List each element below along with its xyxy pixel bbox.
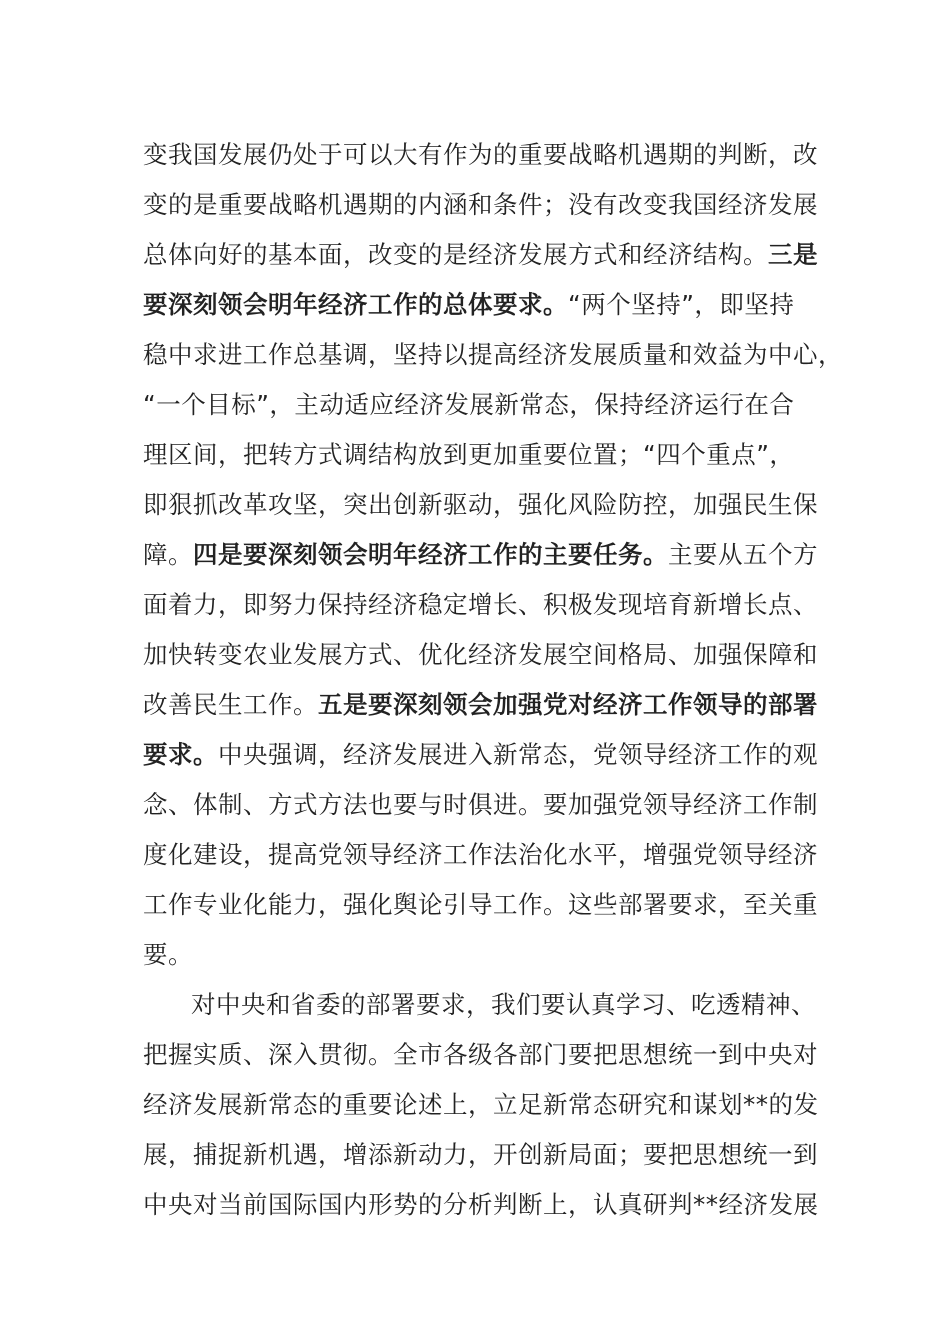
paragraph-line (143, 730, 818, 780)
paragraph-line: 经济发展新常态的重要论述上，立足新常态研究和谋划**的发 (143, 1090, 819, 1119)
paragraph-line: 度化建设，提高党领导经济工作法治化水平，增强党领导经济 (143, 840, 818, 869)
paragraph-line: 面着力，即努力保持经济稳定增长、积极发现培育新增长点、 (143, 590, 818, 619)
paragraph-line: 变的是重要战略机遇期的内涵和条件；没有改变我国经济发展 (143, 190, 818, 219)
paragraph-line: 稳中求进工作总基调，坚持以提高经济发展质量和效益为中心， (143, 340, 843, 369)
text-run: 改善民生工作。 (143, 690, 318, 719)
text-run: 主要从五个方 (668, 540, 818, 569)
bold-heading-run: 三是 (768, 240, 818, 269)
paragraph-line: 要。 (143, 940, 193, 969)
paragraph-line: 把握实质、深入贯彻。全市各级各部门要把思想统一到中央对 (143, 1040, 818, 1069)
paragraph-line: 理区间，把转方式调结构放到更加重要位置；“四个重点”， (143, 440, 795, 469)
paragraph-line: 中央对当前国际国内形势的分析判断上，认真研判**经济发展 (143, 1190, 819, 1219)
bold-heading-run: 要求。 (143, 740, 218, 769)
text-run: “两个坚持”，即坚持 (568, 290, 795, 319)
bold-heading-run: 四是要深刻领会明年经济工作的主要任务。 (193, 540, 668, 569)
paragraph-line: 加快转变农业发展方式、优化经济发展空间格局、加强保障和 (143, 640, 818, 669)
paragraph-line: 对中央和省委的部署要求，我们要认真学习、吃透精神、 (191, 990, 816, 1019)
text-run: 障。 (143, 540, 193, 569)
paragraph-line (143, 530, 818, 580)
paragraph-line (143, 280, 813, 330)
paragraph-line: 展，捕捉新机遇，增添新动力，开创新局面；要把思想统一到 (143, 1140, 818, 1169)
bold-heading-run: 要深刻领会明年经济工作的总体要求。 (143, 290, 568, 319)
paragraph-line: 变我国发展仍处于可以大有作为的重要战略机遇期的判断，改 (143, 140, 818, 169)
paragraph-line (143, 230, 818, 280)
paragraph-line: 工作专业化能力，强化舆论引导工作。这些部署要求，至关重 (143, 890, 818, 919)
paragraph-line: 念、体制、方式方法也要与时俱进。要加强党领导经济工作制 (143, 790, 818, 819)
paragraph-line: “一个目标”，主动适应经济发展新常态，保持经济运行在合 (143, 390, 795, 419)
text-run: 总体向好的基本面，改变的是经济发展方式和经济结构。 (143, 240, 768, 269)
body-text (143, 130, 843, 1230)
paragraph-line: 即狠抓改革攻坚，突出创新驱动，强化风险防控，加强民生保 (143, 490, 818, 519)
paragraph-line (143, 680, 818, 730)
text-run: 中央强调，经济发展进入新常态，党领导经济工作的观 (218, 740, 818, 769)
bold-heading-run: 五是要深刻领会加强党对经济工作领导的部署 (318, 690, 818, 719)
